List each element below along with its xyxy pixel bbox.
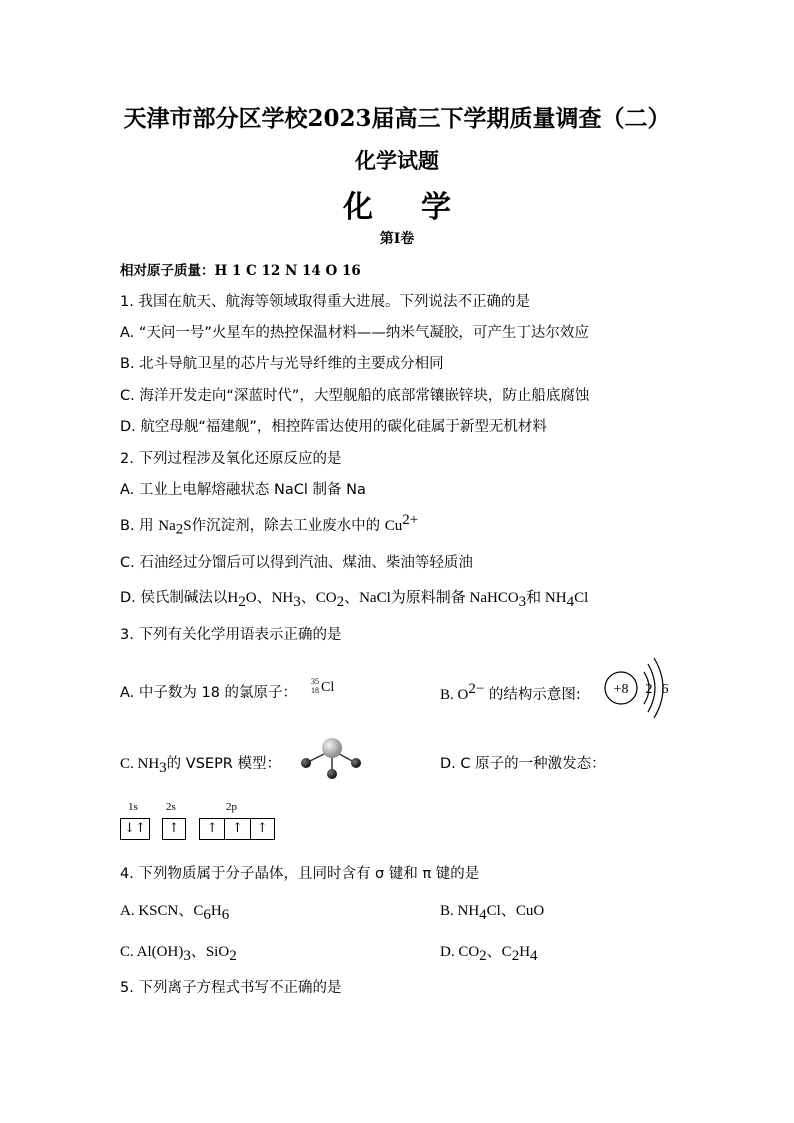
hydrogen-atom (301, 758, 311, 768)
electron-up: ↑ (225, 819, 250, 839)
exam-subtitle: 化学试题 (355, 148, 439, 173)
q3-option-a: A. 中子数为 18 的氯原子： (120, 685, 298, 701)
hydrogen-atom (327, 769, 337, 779)
q2-option-d: D. 侯氏制碱法以$H_2O$、$NH_3$、$CO_2$、NaCl为原料制备 NaHCO$_3$和 $NH_4Cl$ (120, 590, 589, 610)
q4-option-c: C. $Al(OH)_3$、SiO$_2$ (120, 944, 237, 964)
nucleus-charge: +8 (613, 682, 629, 697)
shell-2-count: 6 (661, 682, 669, 697)
electron-up: ↑ (200, 819, 225, 839)
orbital-label-1s: 1s (128, 801, 138, 813)
orbital-box-2p (199, 818, 275, 840)
orbital-label-2s: 2s (166, 801, 176, 813)
q1-option-a: A. “天问一号”火星车的热控保温材料——纳米气凝胶，可产生丁达尔效应 (120, 325, 589, 341)
q4-option-d: D. $CO_2$、$C_2H_4$ (440, 944, 538, 964)
q3-stem: 3. 下列有关化学用语表示正确的是 (120, 627, 342, 643)
exam-title: 天津市部分区学校2023届高三下学期质量调查（二） (123, 105, 671, 132)
nitrogen-atom (322, 738, 342, 758)
q3-option-c: C. $NH_3$的 VSEPR 模型： (120, 756, 281, 776)
shell-1-count: 2 (645, 682, 653, 697)
section-heading: 第Ⅰ卷 (379, 231, 415, 247)
orbital-label-2p: 2p (226, 801, 237, 813)
q3-option-b: B. $O^{2-}$ 的结构示意图: (440, 681, 581, 703)
q4-option-a: A. KSCN、$C_6H_6$ (120, 903, 230, 923)
electron-up: ↑ (168, 821, 180, 836)
q1-option-b: B. 北斗导航卫星的芯片与光导纤维的主要成分相同 (120, 356, 444, 372)
q2-option-c: C. 石油经过分馏后可以得到汽油、煤油、柴油等轻质油 (120, 555, 473, 571)
oxygen-ion-structure-diagram (600, 650, 680, 730)
atomic-masses: 相对原子质量：H 1 C 12 N 14 O 16 (120, 263, 361, 279)
q2-stem: 2. 下列过程涉及氧化还原反应的是 (120, 451, 342, 467)
q2-option-a: A. 工业上电解熔融状态 NaCl 制备 Na (120, 482, 366, 498)
q1-option-c: C. 海洋开发走向“深蓝时代”，大型舰船的底部常镶嵌锌块，防止船底腐蚀 (120, 388, 590, 404)
orbital-box-2s (162, 818, 186, 840)
q3-option-d: D. C 原子的一种激发态： (440, 756, 606, 772)
orbital-box-1s (120, 818, 150, 840)
q4-stem: 4. 下列物质属于分子晶体，且同时含有 σ 键和 π 键的是 (120, 866, 480, 882)
hydrogen-atom (351, 758, 361, 768)
q1-option-d: D. 航空母舰“福建舰”，相控阵雷达使用的碳化硅属于新型无机材料 (120, 419, 547, 435)
chlorine-symbol: Cl (321, 680, 335, 695)
electron-up: ↑ (256, 821, 268, 836)
q4-option-b: B. $NH_4Cl$、CuO (440, 903, 545, 923)
q5-stem: 5. 下列离子方程式书写不正确的是 (120, 980, 342, 996)
q1-stem: 1. 我国在航天、航海等领域取得重大进展。下列说法不正确的是 (120, 294, 530, 310)
q2-option-b: B. 用 $Na_2S$作沉淀剂，除去工业废水中的 $Cu^{2+}$ (120, 512, 419, 538)
electron-pair: ↓↑ (124, 821, 146, 836)
chlorine-isotope-numbers: 35 18 (311, 677, 319, 695)
nh3-vsepr-model (296, 736, 366, 782)
subject-heading: 化学 (343, 190, 499, 225)
